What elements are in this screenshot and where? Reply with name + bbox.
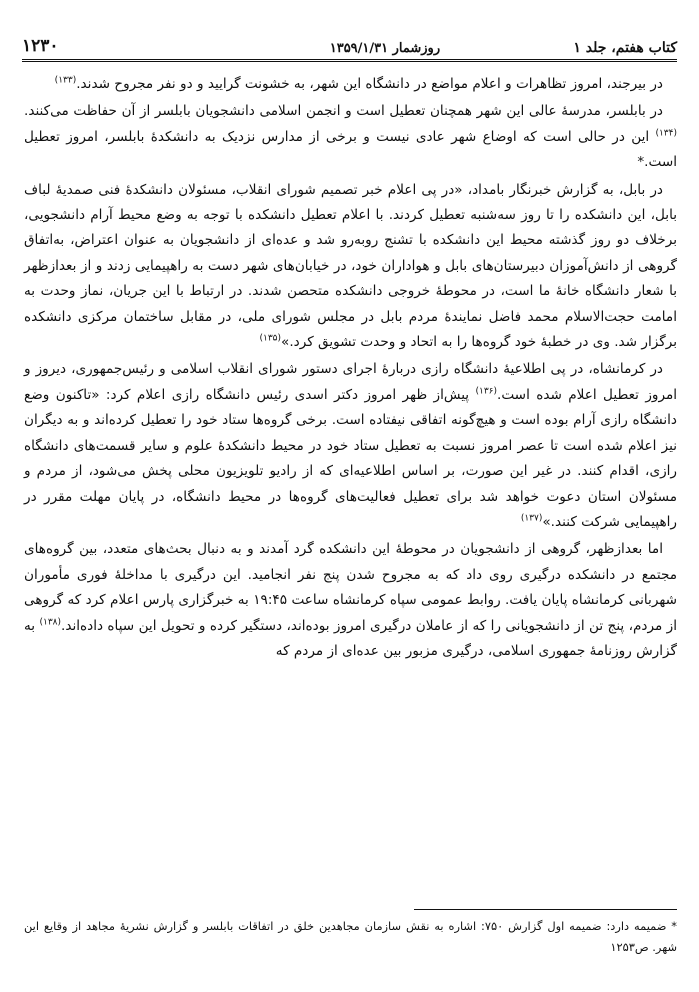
footnote-ref: (۱۳۴)	[655, 128, 677, 139]
header-rule	[22, 59, 677, 60]
page-date: روزشمار ۱۳۵۹/۱/۳۱	[329, 41, 441, 56]
paragraph-birjand: در بیرجند، امروز تظاهرات و اعلام مواضع در دانشگاه این شهر، به خشونت گرایید و دو نفر مجروح شدند.$^{(۱۳۳)}$	[54, 75, 663, 92]
paragraph-afternoon: اما بعدازظهر، گروهی از دانشجویان در محوطهٔ این دانشکده گرد آمدند و به دنبال بحث‌های متعدد، بین گروه‌های مجتمع در دانشکده درگیری روی داد که به مجروح شدن پنج نفر انجامید. این درگیری با مداخلهٔ فوری مأموران شهربانی کرمانشاه پایان یافت. روابط عمومی سپاه کرمانشاه ساعت ۱۹:۴۵ به خبرگزاری پارس اعلام کرد که گروهی از مردم، پنج تن از دانشجویانی را که از عاملان درگیری امروز بوده‌اند، دستگیر کرده و تحویل این سپاه داده‌اند.$^{(۱۳۸)}$ به گزارش روزنامهٔ جمهوری اسلامی، درگیری مزبور بین عده‌ای از مردم که	[24, 541, 677, 659]
footnote-ref: (۱۳۶)	[475, 386, 498, 397]
footnote-ref: (۱۳۳)	[54, 75, 77, 86]
footnote-ref: (۱۳۷)	[520, 513, 543, 524]
footnote-rule	[414, 909, 677, 910]
body-text	[24, 72, 677, 664]
footnote: * ضمیمه دارد: ضمیمه اول گزارش ۷۵۰: اشاره به نقش سازمان مجاهدین خلق در اتفاقات بابلسر و گزارش نشریهٔ مجاهد از وقایع این شهر. ص۱۲۵۳	[24, 919, 678, 954]
paragraph-babolsar: در بابلسر، مدرسهٔ عالی این شهر همچنان تعطیل است و انجمن اسلامی دانشجویان بابلسر از آن حفاظت می‌کنند.$^{(۱۳۴)}$ این در حالی است که اوضاع شهر عادی نیست و برخی از مدارس نزدیک به دانشکدهٔ بابلسر، امروز تعطیل است.*	[24, 103, 677, 171]
page-number: ۱۲۳۰	[22, 36, 59, 56]
footnote-ref: (۱۳۸)	[39, 617, 62, 627]
paragraph-babol: در بابل، به گزارش خبرنگار بامداد، «در پی اعلام خبر تصمیم شورای انقلاب، مسئولان دانشکدهٔ فنی صمدیهٔ لباف بابل، این دانشکده را تا روز سه‌شنبه تعطیل کردند. با اعلام تعطیل دانشکده با توجه به وضع محیط آرام دانشجویی، برخلاف دو روز گذشته محیط این دانشکده با تشنج روبه‌رو شد و عده‌ای از دانشجویان به عنوان اعتراض، به‌اتفاق گروهی از دانش‌آموزان دبیرستان‌های بابل و هواداران خود، در خیابان‌های شهر دست به راهپیمایی زدند و از بعدازظهر با شعار دانشگاه خانهٔ ما است، در محوطهٔ خروجی دانشکده متحصن شدند. در ارتباط با این جریان، نماز وحدت به امامت حجت‌الاسلام محمد فاضل نمایندهٔ مردم بابل در مجلس شورای ملی، در مقابل ساختمان مرکزی دانشکده برگزار شد. وی در خطبهٔ خود گروه‌ها را به اتحاد و وحدت تشویق کرد.»$^{(۱۳۵)}$	[24, 181, 677, 351]
book-title: کتاب هفتم، جلد ۱	[573, 40, 677, 56]
header-rule-secondary	[22, 61, 677, 62]
running-head	[22, 30, 677, 56]
paragraph-kermanshah: در کرمانشاه، در پی اطلاعیهٔ دانشگاه رازی دربارهٔ اجرای دستور شورای انقلاب اسلامی و رئیس‌جمهوری، دیروز و امروز تعطیل اعلام شده است.$^{(۱۳۶)}$ پیش‌از ظهر امروز دکتر اسدی رئیس دانشگاه رازی اعلام کرد: «تاکنون وضع دانشگاه رازی آرام بوده است و هیچ‌گونه اتفاقی نیفتاده است. برخی گروه‌ها ستاد خود را تعطیل کرده‌اند و به دیگران نیز اعلام شده است تا عصر امروز نسبت به تعطیل ستاد خود در محیط دانشکدهٔ علوم و سایر قسمت‌های دانشگاه رازی، اقدام کنند. در غیر این صورت، بر اساس اطلاعیه‌ای که از رادیو تلویزیون محلی پخش می‌شود، از مردم و مسئولان استان دعوت خواهد شد برای تعطیل فعالیت‌های گروه‌ها در محیط دانشگاه، در پایان مهلت مقرر در راهپیمایی شرکت کنند.»$^{(۱۳۷)}$	[24, 361, 678, 530]
footnote-ref: (۱۳۵)	[259, 333, 282, 344]
